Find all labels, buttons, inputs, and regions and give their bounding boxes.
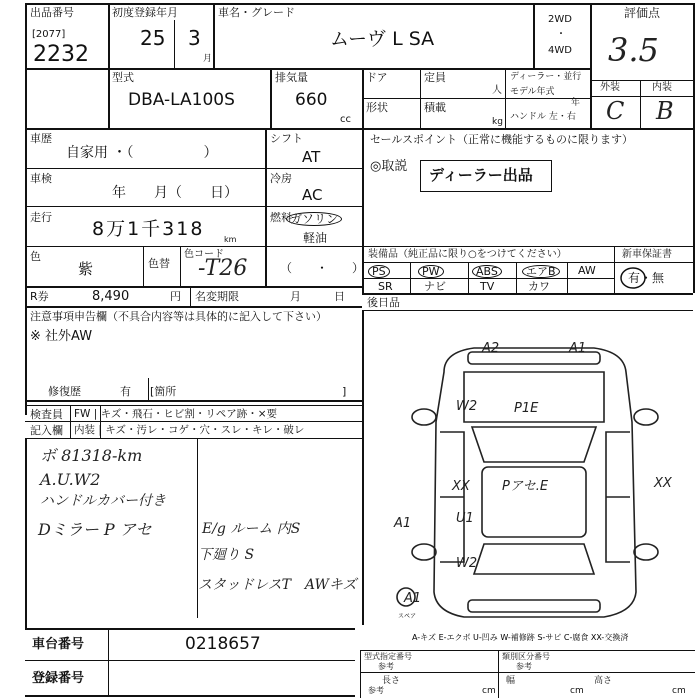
color-label: 色	[30, 250, 41, 263]
equipment-label: 装備品（純正品に限り○をつけてください）	[368, 249, 567, 260]
repair-label: 修復歴	[48, 385, 81, 398]
recycle-label: R券	[30, 290, 49, 303]
yen-unit: 円	[170, 290, 181, 303]
door-label: ドア	[366, 71, 388, 84]
width-unit: cm	[570, 686, 584, 696]
first-reg-month: 3	[188, 26, 201, 50]
first-reg-label: 初度登録年月	[112, 6, 178, 19]
notes-label: 注意事項申告欄（不具合内容等は具体的に記入して下さい）	[30, 310, 327, 323]
manual-label: ◎取説	[370, 159, 408, 174]
fuel-paren: （ ・ ）	[280, 261, 365, 275]
person-unit: 人	[492, 85, 502, 96]
km-unit: km	[224, 235, 237, 244]
diagram-mark: A1	[569, 341, 587, 356]
equipment-item: カワ	[528, 280, 550, 293]
displacement-value: 660	[295, 90, 328, 110]
spare-label: スペア	[398, 613, 417, 620]
model-year-label: モデル年式	[510, 87, 555, 97]
handwritten-right2: 下廻り S	[198, 547, 255, 563]
history-value: 自家用 ・（ ）	[66, 145, 218, 161]
ac-value: AC	[302, 186, 323, 204]
handwritten-line4: Dミラー P アセ	[38, 520, 152, 539]
diagram-legend: A-キズ E-エクボ U-凹み W-補修跡 S-サビ C-腐食 XX-交換済	[412, 633, 629, 642]
record-label: 記入欄	[30, 424, 63, 437]
diagram-mark: W2	[456, 399, 478, 414]
class-ref-label: 参考	[516, 662, 532, 671]
ac-label: 冷房	[270, 172, 292, 185]
exterior-label: 外装	[600, 82, 620, 93]
equipment-item: ナビ	[424, 280, 446, 293]
chassis-label: 車台番号	[32, 637, 85, 652]
class-no-label: 類別区分番号	[502, 652, 550, 661]
exterior-grade: C	[606, 97, 625, 125]
fuel-gasoline: ガソリン	[286, 212, 342, 226]
first-reg-year: 25	[140, 26, 166, 50]
inspector-label: 検査員	[30, 408, 63, 421]
length-unit: cm	[482, 686, 496, 696]
year-unit: 年	[571, 98, 581, 108]
rear-seat-label: 後日品	[367, 296, 400, 309]
fw-row: FW | キズ・飛石・ヒビ割・リペア跡・×要	[74, 408, 278, 420]
name-change-label: 名変期限	[195, 290, 239, 303]
history-label: 車歴	[30, 132, 52, 145]
warranty-value: 有・無	[628, 271, 665, 285]
color-code-value: -T26	[198, 256, 248, 281]
height-label: 高さ	[594, 676, 613, 686]
handle-label: ハンドル 左・右	[510, 112, 576, 122]
height-unit: cm	[672, 686, 686, 696]
mileage-label: 走行	[30, 211, 52, 224]
load-label: 積載	[424, 101, 446, 114]
diagram-mark: A1	[404, 591, 422, 606]
width-label: 幅	[506, 676, 516, 686]
displacement-label: 排気量	[275, 71, 308, 84]
handwritten-right3: スタッドレスT AWキズ	[198, 577, 357, 593]
diagram-mark: Pアセ.E	[502, 479, 549, 494]
cc-unit: cc	[340, 114, 351, 125]
form-ref-label: 参考	[378, 662, 394, 671]
inspection-label: 車検	[30, 172, 52, 185]
repair-value: 有	[120, 385, 131, 398]
repair-place-label: [箇所	[150, 385, 177, 398]
score-value: 3.5	[608, 31, 659, 69]
drive-2wd: 2WD	[548, 14, 572, 25]
diagram-mark: A2	[482, 341, 500, 356]
reg-no-label: 登録番号	[32, 671, 85, 686]
handwritten-right1: E/g ルーム 内S	[202, 521, 301, 537]
month-unit: 月	[203, 54, 213, 64]
diagram-mark: XX	[654, 476, 672, 491]
type-label: 型式	[112, 71, 134, 84]
mileage-value: 8万1千318	[92, 218, 205, 240]
handwritten-line3: ハンドルカバー付き	[40, 493, 166, 509]
equipment-item: SR	[378, 280, 393, 293]
sales-label: セールスポイント（正常に機能するものに限ります）	[370, 133, 634, 146]
diagram-mark: W2	[456, 556, 478, 571]
equipment-item: TV	[480, 280, 495, 293]
lot-small: [2077]	[32, 29, 66, 40]
lot-number: 2232	[33, 42, 89, 67]
warranty-circle	[619, 266, 647, 290]
drive-4wd: 4WD	[548, 45, 572, 56]
type-value: DBA-LA100S	[128, 90, 235, 110]
name-change-value: 月 日	[290, 290, 345, 303]
kg-unit: kg	[492, 117, 503, 127]
equipment-item: PS	[368, 265, 390, 278]
warranty-label: 新車保証書	[622, 249, 672, 260]
notes-content: ※ 社外AW	[30, 329, 93, 344]
length-ref-label: 参考	[368, 686, 384, 695]
diagram-mark: A1	[394, 516, 412, 531]
shift-value: AT	[302, 148, 321, 166]
model-grade: ムーヴ L SA	[330, 28, 435, 50]
car-diagram	[364, 312, 694, 647]
color-value: 紫	[78, 260, 94, 278]
equipment-item: エアB	[522, 265, 560, 278]
shift-label: シフト	[270, 132, 303, 145]
handwritten-line2: A.U.W2	[40, 470, 101, 489]
diagram-mark: P1E	[514, 401, 539, 416]
diagram-mark: XX	[452, 479, 470, 494]
interior-grade: B	[656, 97, 674, 125]
shape-label: 形状	[366, 101, 388, 114]
score-label: 評価点	[624, 6, 661, 20]
dealer-label: ディーラー・並行	[510, 72, 582, 82]
equipment-item: PW	[418, 265, 444, 278]
interior-row: 内装 | キズ・汚レ・コゲ・穴・スレ・キレ・破レ	[74, 424, 305, 436]
length-label: 長さ	[382, 676, 401, 686]
handwritten-line1: ボ 81318-km	[40, 446, 143, 465]
fuel-label: 燃料	[270, 211, 292, 224]
color-code-label: 色コード	[184, 249, 224, 260]
lot-label: 出品番号	[30, 6, 74, 19]
drive-sep: ・	[556, 29, 566, 40]
chassis-value: 0218657	[185, 634, 261, 654]
diagram-mark: U1	[456, 511, 474, 526]
capacity-label: 定員	[424, 71, 446, 84]
color-change-label: 色替	[148, 257, 170, 270]
fuel-light-oil: 軽油	[303, 231, 328, 245]
repair-place-close: ]	[342, 385, 347, 398]
model-grade-label: 車名・グレード	[218, 6, 295, 19]
recycle-value: 8,490	[92, 289, 130, 304]
form-no-label: 型式指定番号	[364, 652, 412, 661]
equipment-item: AW	[578, 264, 596, 277]
interior-label: 内装	[652, 82, 672, 93]
dealer-stamp: ディーラー出品	[420, 160, 552, 192]
inspection-value: 年 月（ 日）	[112, 185, 238, 201]
equipment-item: ABS	[472, 265, 502, 278]
